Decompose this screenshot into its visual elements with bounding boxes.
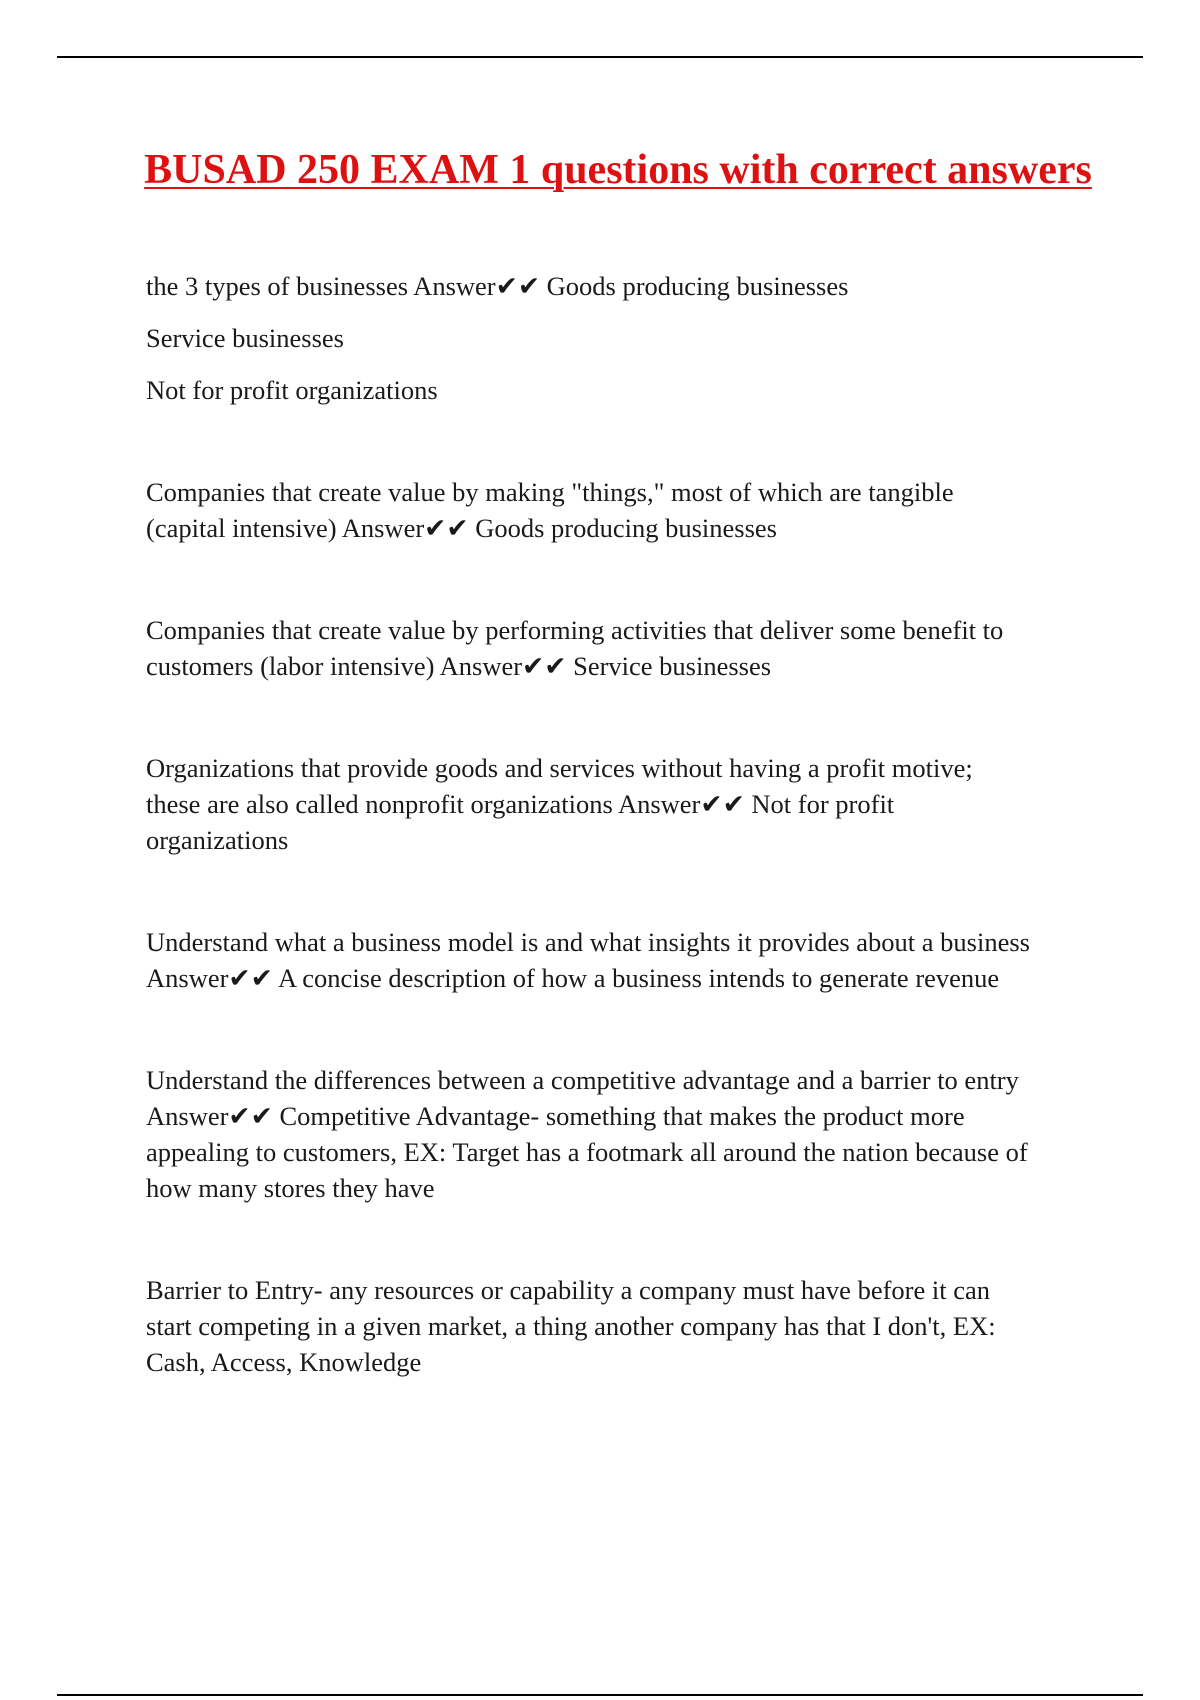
bottom-rule — [57, 1694, 1143, 1696]
qa-paragraph-4: Companies that create value by making "things," most of which are tangible (capital intensive) Answer✔✔ Goods producing businesses — [146, 477, 954, 543]
qa-paragraph-9: Barrier to Entry- any resources or capability a company must have before it can start competing in a given market, a thing another company has that I don't, EX: Cash, Access, Knowledge — [146, 1275, 996, 1377]
qa-paragraph-7: Understand what a business model is and what insights it provides about a business Answer✔✔ A concise description of how a business intends to generate revenue — [146, 927, 1030, 993]
qa-paragraph-6: Organizations that provide goods and services without having a profit motive; these are also called nonprofit organizations Answer✔✔ Not for profit organizations — [146, 753, 973, 855]
qa-paragraph-5: Companies that create value by performing activities that deliver some benefit to customers (labor intensive) Answer✔✔ Service businesses — [146, 615, 1004, 681]
document-body — [146, 268, 1106, 1380]
qa-paragraph-2: Service businesses — [146, 323, 344, 353]
qa-paragraph-1: the 3 types of businesses Answer✔✔ Goods producing businesses — [146, 271, 849, 301]
document-title: BUSAD 250 EXAM 1 questions with correct answers — [144, 147, 1092, 193]
top-rule — [57, 56, 1143, 58]
qa-paragraph-8: Understand the differences between a competitive advantage and a barrier to entry Answer✔✔ Competitive Advantage- something that makes the product more appealing to customers, EX: Target has a footmark all around the nation because of how many stores they have — [146, 1065, 1028, 1203]
qa-paragraph-3: Not for profit organizations — [146, 375, 438, 405]
